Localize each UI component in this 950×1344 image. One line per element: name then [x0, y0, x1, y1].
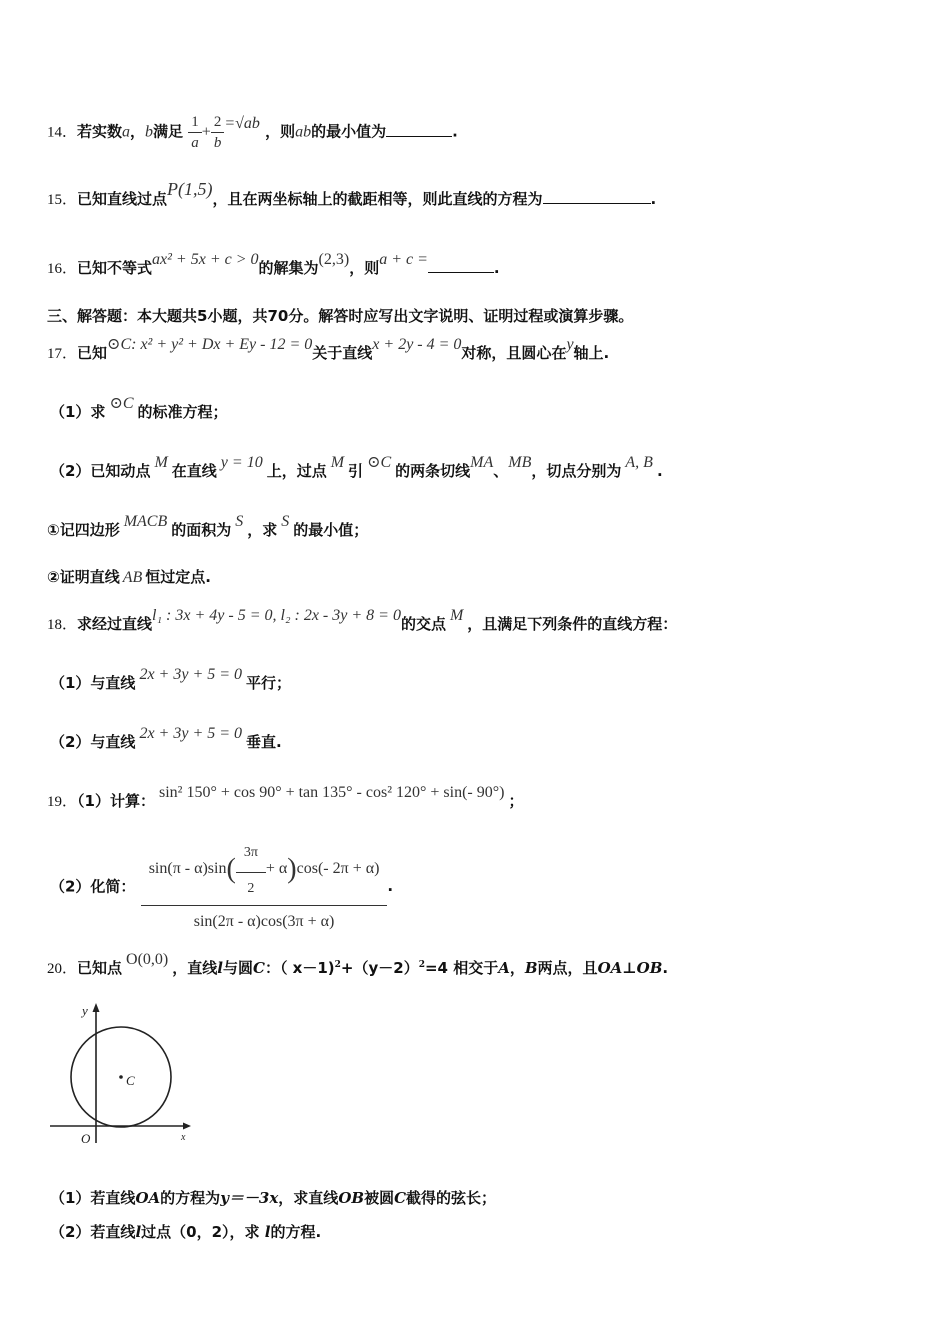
center-dot: [119, 1075, 123, 1079]
question-19: 19．（1）计算： sin² 150° + cos 90° + tan 135° - cos² 120° + sin(- 90°) ；: [47, 784, 524, 810]
x-axis-label: x: [181, 1132, 186, 1143]
question-17-part-2-ii: ②证明直线 AB 恒过定点.: [47, 568, 211, 586]
two-lines: l₁ : 3x + 4y - 5 = 0, l₂ : 2x - 3y + 8 = 0: [152, 607, 401, 624]
question-17-part-2: （2）已知动点 M 在直线 y = 10 上，过点 M 引 ⊙C 的两条切线MA、MB，切点分别为 A, B .: [50, 454, 663, 480]
question-14: 14．若实数a，b满足 $\frac{1}{a}$ + $\frac{2}{b}$ =√ab ，则ab的最小值为 .: [47, 114, 458, 151]
question-18-part-2: （2）与直线 2x + 3y + 5 = 0 垂直.: [50, 725, 282, 751]
fraction-2-over-b: $\frac{2}{b}$: [211, 112, 225, 153]
question-20-part-1: （1）若直线OA的方程为y＝－3x，求直线OB被圆C截得的弦长；: [50, 1189, 497, 1207]
line-equation: x + 2y - 4 = 0: [372, 336, 462, 353]
simplify-fraction: [141, 838, 388, 934]
center-label: C: [126, 1073, 135, 1088]
y-axis-label: y: [82, 1003, 88, 1018]
question-18-part-1: （1）与直线 2x + 3y + 5 = 0 平行；: [50, 666, 292, 692]
solution-set: (2,3): [318, 251, 350, 268]
point-p: P(1,5): [167, 179, 213, 199]
expr-a-plus-c: a + c =: [379, 251, 428, 268]
fraction-1-over-a: $\frac{1}{a}$: [188, 112, 202, 153]
circle-figure: [45, 995, 205, 1150]
y-axis-arrow: [93, 1003, 100, 1012]
answer-blank[interactable]: [386, 122, 452, 137]
circle-equation: ⊙C: x² + y² + Dx + Ey - 12 = 0: [107, 336, 313, 353]
question-15: 15．已知直线过点P(1,5)，且在两坐标轴上的截距相等，则此直线的方程为 .: [47, 179, 657, 208]
inequality: ax² + 5x + c > 0: [152, 251, 259, 268]
denominator: sin(2π - α)cos(3π + α): [193, 913, 335, 930]
trig-expression: sin² 150° + cos 90° + tan 135° - cos² 120° + sin(- 90°): [158, 784, 505, 801]
question-20-part-2: （2）若直线l过点（0，2），求 l的方程.: [50, 1223, 322, 1241]
answer-blank[interactable]: [543, 189, 651, 204]
origin-label: O: [81, 1131, 91, 1146]
question-17: 17．已知⊙C: x² + y² + Dx + Ey - 12 = 0关于直线x + 2y - 4 = 0对称，且圆心在y轴上.: [47, 336, 610, 362]
q14-number: 14．: [47, 124, 78, 141]
section-3-heading: 三、解答题：本大题共5小题，共70分。解答时应写出文字说明、证明过程或演算步骤。: [47, 307, 634, 325]
question-17-part-2-i: ①记四边形 MACB 的面积为 S ，求 S 的最小值；: [47, 513, 369, 539]
question-18: 18．求经过直线l₁ : 3x + 4y - 5 = 0, l₂ : 2x - 3y + 8 = 0的交点 M ，且满足下列条件的直线方程：: [47, 607, 678, 633]
question-19-part-2: （2）化简： sin(π - α)sin( $\frac{3\pi}{2}$ + α)cos(- 2π + α) sin(2π - α)cos(3π + α) .: [50, 838, 393, 934]
x-axis-arrow: [183, 1123, 191, 1130]
sqrt-ab: =√ab: [224, 114, 260, 132]
question-20: 20．已知点 O(0,0) ，直线l与圆C：（ $x-1)^2+(y-2)^2=4$ 相交于A，B两点，且OA⊥OB.: [47, 951, 669, 977]
answer-blank[interactable]: [428, 258, 494, 273]
origin-point: O(0,0): [126, 951, 169, 968]
question-17-part-1: （1）求 ⊙C 的标准方程；: [50, 395, 228, 421]
numerator: sin(π - α)sin( $\frac{3\pi}{2}$ + α)cos(- 2π + α): [141, 838, 388, 906]
question-16: 16．已知不等式ax² + 5x + c > 0的解集为(2,3)，则a + c = .: [47, 251, 500, 277]
